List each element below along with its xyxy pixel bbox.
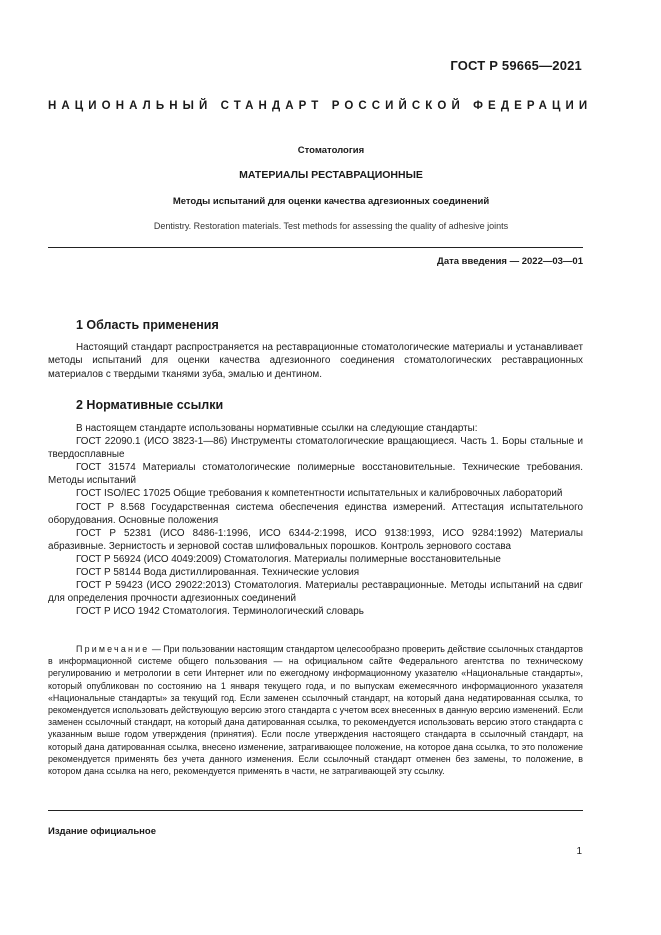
top-divider [48, 247, 583, 248]
national-standard-heading: НАЦИОНАЛЬНЫЙ СТАНДАРТ РОССИЙСКОЙ ФЕДЕРАЦИИ [48, 100, 593, 112]
standard-title: МАТЕРИАЛЫ РЕСТАВРАЦИОННЫЕ [239, 169, 423, 181]
section-1-heading: 1 Область применения [76, 318, 219, 332]
reference-item: ГОСТ Р 59423 (ИСО 29022:2013) Стоматология. Материалы реставрационные. Методы испытаний на сдвиг для определения прочности адгезионных соединений [48, 580, 583, 605]
field-title: Стоматология [297, 145, 365, 156]
reference-item: ГОСТ Р ИСО 1942 Стоматология. Терминологический словарь [76, 606, 364, 618]
section-1-text: Настоящий стандарт распространяется на реставрационные стоматологические материалы и устанавливает методы испытаний для оценки качества адгезионного соединения стоматологических реставрационных материалов с твердыми тканями зуба, эмалью и дентином. [48, 342, 583, 380]
standard-subtitle: Методы испытаний для оценки качества адгезионных соединений [172, 196, 490, 207]
reference-item: ГОСТ 22090.1 (ИСО 3823-1—86) Инструменты стоматологические вращающиеся. Часть 1. Боры стальные и твердосплавные [48, 436, 583, 461]
reference-item: ГОСТ Р 8.568 Государственная система обеспечения единства измерений. Аттестация испытательного оборудования. Основные положения [48, 501, 583, 526]
reference-item: ГОСТ Р 56924 (ИСО 4049:2009) Стоматология. Материалы полимерные восстановительные [76, 553, 501, 565]
document-number: ГОСТ Р 59665—2021 [450, 58, 582, 73]
reference-item: ГОСТ Р 52381 (ИСО 8486-1:1996, ИСО 6344-2:1998, ИСО 9138:1993, ИСО 9284:1992) Материалы абразивные. Зернистость и зерновой состав шлифовальных порошков. Контроль зернового состава [48, 527, 583, 552]
reference-item: ГОСТ 31574 Материалы стоматологические полимерные восстановительные. Технические требования. Методы испытаний [48, 462, 583, 487]
note-text: — При пользовании настоящим стандартом целесообразно проверить действие ссылочных стандартов в информационной системе общего пользования — на официальном сайте Федерального агентства по техническому регулированию и метрологии в сети Интернет или по ежегодному информационному указателю «Национальные стандарты», который опубликован по состоянию на 1 января текущего года, и по выпускам ежемесячного информационного указателя «Национальные стандарты» за текущий год. Если заменен ссылочный стандарт, на который дана недатированная ссылка, то рекомендуется использовать действующую версию этого стандарта с учетом всех внесенных в данную версию изменений. Если заменен ссылочный стандарт, на который дана датированная ссылка, то рекомендуется использовать версию этого стандарта с указанным выше годом утверждения (принятия). Если после утверждения настоящего стандарта в ссылочный стандарт, на который дана датированная ссылка, внесено изменение, затрагивающее положение, на которое дана ссылка, то это положение рекомендуется применять без учета данного изменения. Если ссылочный стандарт отменен без замены, то положение, в котором дана ссылка на него, рекомендуется применять в части, не затрагивающей эту ссылку. [48, 644, 583, 777]
reference-item: ГОСТ Р 58144 Вода дистиллированная. Технические условия [76, 567, 360, 579]
section-2-heading: 2 Нормативные ссылки [76, 398, 224, 412]
references-list [48, 422, 583, 618]
bottom-divider [48, 810, 583, 811]
note-label: Примечание [76, 644, 150, 654]
reference-item: ГОСТ ISO/IEC 17025 Общие требования к компетентности испытательных и калибровочных лабораторий [76, 488, 563, 500]
page-number: 1 [576, 846, 582, 857]
note-paragraph [48, 643, 583, 777]
official-edition: Издание официальное [48, 826, 156, 837]
english-title: Dentistry. Restoration materials. Test methods for assessing the quality of adhesive joints [153, 221, 509, 231]
introduction-date: Дата введения — 2022—03—01 [437, 256, 583, 267]
reference-intro: В настоящем стандарте использованы нормативные ссылки на следующие стандарты: [76, 423, 478, 434]
